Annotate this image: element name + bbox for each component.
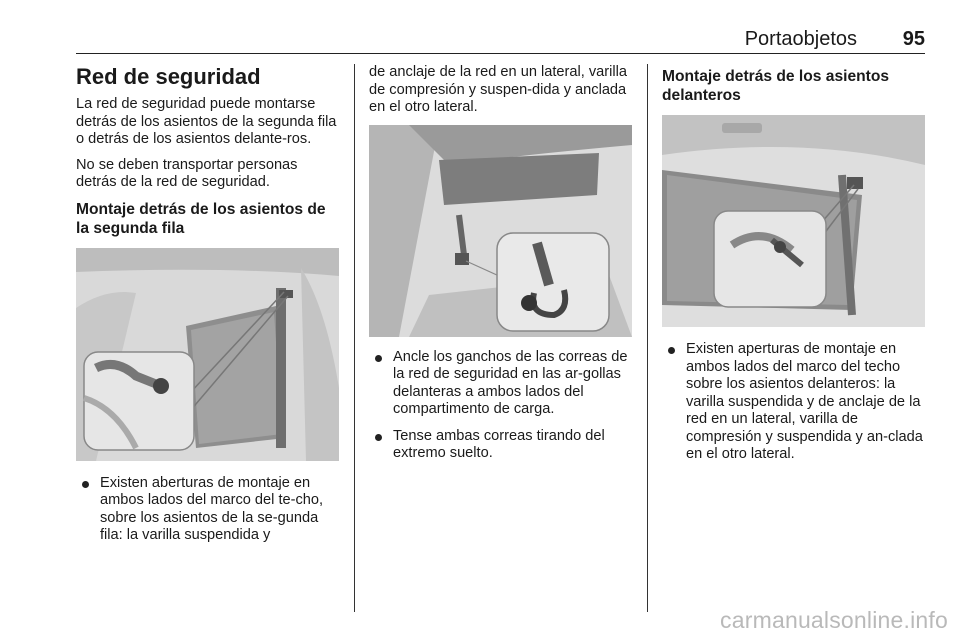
column-3 <box>662 64 926 473</box>
warning-paragraph: No se deben transportar personas detrás de la red de seguridad. <box>76 156 298 190</box>
bullet-text: Existen aperturas de montaje en ambos lados del marco del techo sobre los asientos delanteros: la varilla suspendida y de anclaje de la red en un lateral, varilla de compresión y suspendida y an-clada en el otro lateral. <box>686 341 923 462</box>
bullet-dot <box>668 347 675 354</box>
page-header <box>76 28 925 52</box>
bullet-text: Tense ambas correas tirando del extremo suelto. <box>393 427 605 461</box>
page-title: Red de seguridad <box>76 64 261 89</box>
column-divider-1 <box>354 64 355 612</box>
column-2 <box>369 64 633 472</box>
bullet-dot <box>375 355 382 362</box>
illustration-front-seats <box>662 115 925 327</box>
illustration-second-row <box>76 248 339 461</box>
subheading-front-seats: Montaje detrás de los asientos delanteros <box>662 68 890 104</box>
bullet-front-seat-mounting <box>662 341 926 464</box>
intro-paragraph: La red de seguridad puede montarse detrás de los asientos de la segunda fila o detrás de los asientos delante-ros. <box>76 96 337 147</box>
watermark: carmanualsonline.info <box>720 607 948 633</box>
bullet-tension-straps <box>369 428 633 463</box>
column-1 <box>76 64 340 554</box>
header-rule <box>76 53 925 54</box>
subheading-second-row: Montaje detrás de los asientos de la segunda fila <box>76 200 326 237</box>
bullet-text: Existen aberturas de montaje en ambos lados del marco del te-cho, sobre los asientos de la se-gunda fila: la varilla suspendida y <box>100 474 324 543</box>
bullet-second-row-mounting <box>76 475 340 545</box>
bullet-text: Ancle los ganchos de las correas de la red de seguridad en las ar-gollas delanteras a ambos lados del compartimento de carga. <box>393 348 628 417</box>
illustration-cargo-hooks <box>369 125 632 337</box>
continued-paragraph: de anclaje de la red en un lateral, varilla de compresión y suspen-dida y anclada en el otro lateral. <box>369 64 627 115</box>
bullet-dot <box>375 434 382 441</box>
page-number: 95 <box>902 28 925 50</box>
column-divider-2 <box>647 64 648 612</box>
bullet-anchor-hooks <box>369 349 633 419</box>
bullet-dot <box>82 481 89 488</box>
section-title: Portaobjetos <box>744 28 857 50</box>
